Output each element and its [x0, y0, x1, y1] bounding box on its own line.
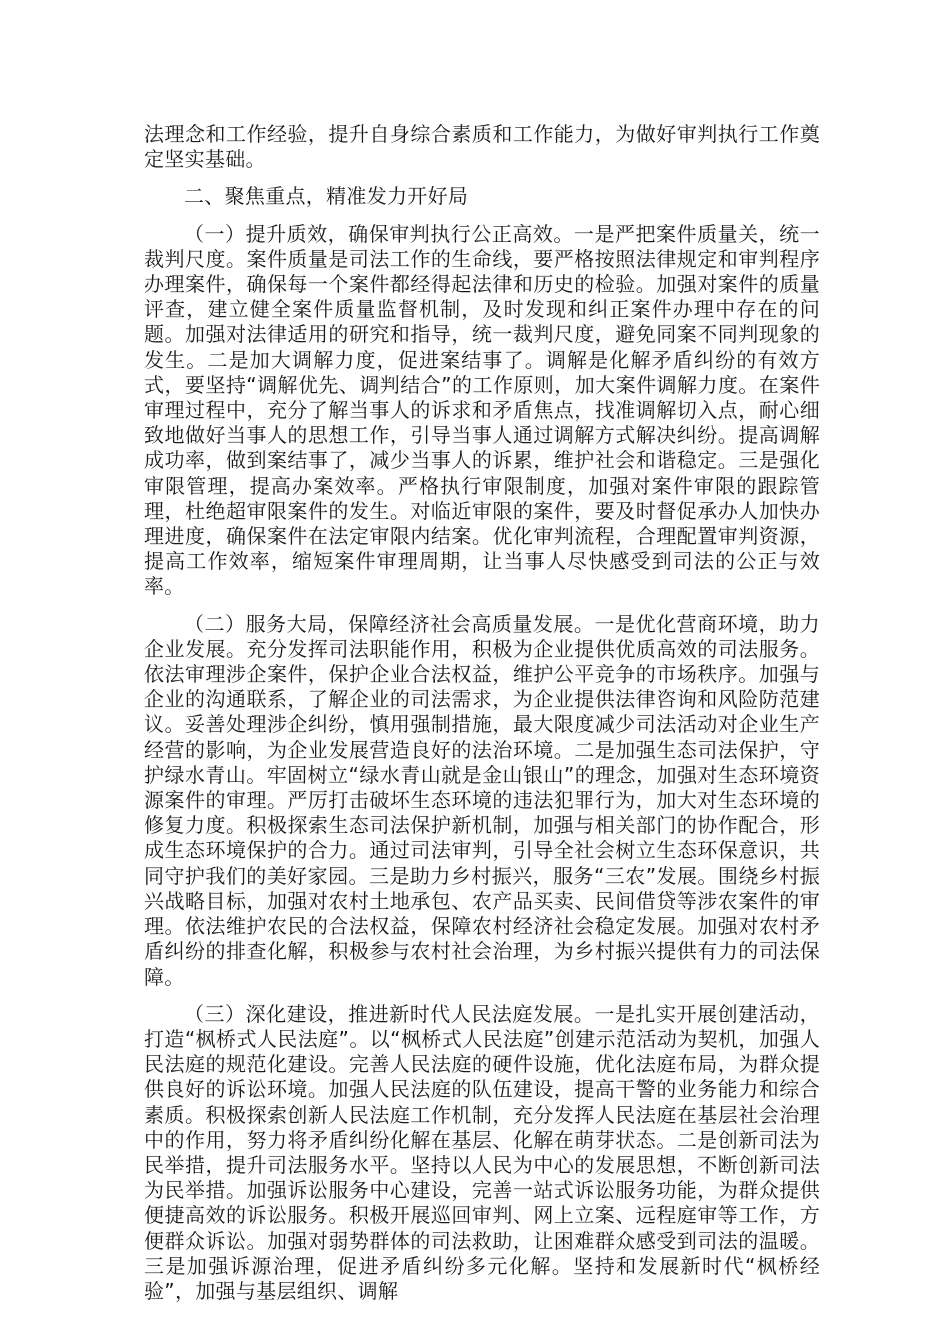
document-page [144, 122, 820, 1316]
paragraph-2: （二）服务大局，保障经济社会高质量发展。一是优化营商环境，助力企业发展。充分发挥司法职能作用，积极为企业提供优质高效的司法服务。依法审理涉企案件，保护企业合法权益，维护公平竞争的市场秩序。加强与企业的沟通联系，了解企业的司法需求，为企业提供法律咨询和风险防范建议。妥善处理涉企纠纷，慎用强制措施，最大限度减少司法活动对企业生产经营的影响，为企业发展营造良好的法治环境。二是加强生态司法保护，守护绿水青山。牢固树立“绿水青山就是金山银山”的理念，加强对生态环境资源案件的审理。严厉打击破坏生态环境的违法犯罪行为，加大对生态环境的修复力度。积极探索生态司法保护新机制，加强与相关部门的协作配合，形成生态环境保护的合力。通过司法审判，引导全社会树立生态环保意识，共同守护我们的美好家园。三是助力乡村振兴，服务“三农”发展。围绕乡村振兴战略目标，加强对农村土地承包、农产品买卖、民间借贷等涉农案件的审理。依法维护农民的合法权益，保障农村经济社会稳定发展。加强对农村矛盾纠纷的排查化解，积极参与农村社会治理，为乡村振兴提供有力的司法保障。 [144, 611, 820, 989]
section-heading: 二、聚焦重点，精准发力开好局 [184, 184, 469, 209]
paragraph-1: （一）提升质效，确保审判执行公正高效。一是严把案件质量关，统一裁判尺度。案件质量是司法工作的生命线，要严格按照法律规定和审判程序办理案件，确保每一个案件都经得起法律和历史的检验。加强对案件的质量评查，建立健全案件质量监督机制，及时发现和纠正案件办理中存在的问题。加强对法律适用的研究和指导，统一裁判尺度，避免同案不同判现象的发生。二是加大调解力度，促进案结事了。调解是化解矛盾纠纷的有效方式，要坚持“调解优先、调判结合”的工作原则，加大案件调解力度。在案件审理过程中，充分了解当事人的诉求和矛盾焦点，找准调解切入点，耐心细致地做好当事人的思想工作，引导当事人通过调解方式解决纠纷。提高调解成功率，做到案结事了，减少当事人的诉累，维护社会和谐稳定。三是强化审限管理，提高办案效率。严格执行审限制度，加强对案件审限的跟踪管理，杜绝超审限案件的发生。对临近审限的案件，要及时督促承办人加快办理进度，确保案件在法定审限内结案。优化审判流程，合理配置审判资源，提高工作效率，缩短案件审理周期，让当事人尽快感受到司法的公正与效率。 [144, 221, 820, 599]
paragraph-3: （三）深化建设，推进新时代人民法庭发展。一是扎实开展创建活动，打造“枫桥式人民法庭”。以“枫桥式人民法庭”创建示范活动为契机，加强人民法庭的规范化建设。完善人民法庭的硬件设施，优化法庭布局，为群众提供良好的诉讼环境。加强人民法庭的队伍建设，提高干警的业务能力和综合素质。积极探索创新人民法庭工作机制，充分发挥人民法庭在基层社会治理中的作用，努力将矛盾纠纷化解在基层、化解在萌芽状态。二是创新司法为民举措，提升司法服务水平。坚持以人民为中心的发展思想，不断创新司法为民举措。加强诉讼服务中心建设，完善一站式诉讼服务功能，为群众提供便捷高效的诉讼服务。积极开展巡回审判、网上立案、远程庭审等工作，方便群众诉讼。加强对弱势群体的司法救助，让困难群众感受到司法的温暖。三是加强诉源治理，促进矛盾纠纷多元化解。坚持和发展新时代“枫桥经验”，加强与基层组织、调解 [144, 1001, 820, 1303]
intro-paragraph: 法理念和工作经验，提升自身综合素质和工作能力，为做好审判执行工作奠定坚实基础。 [144, 122, 820, 172]
